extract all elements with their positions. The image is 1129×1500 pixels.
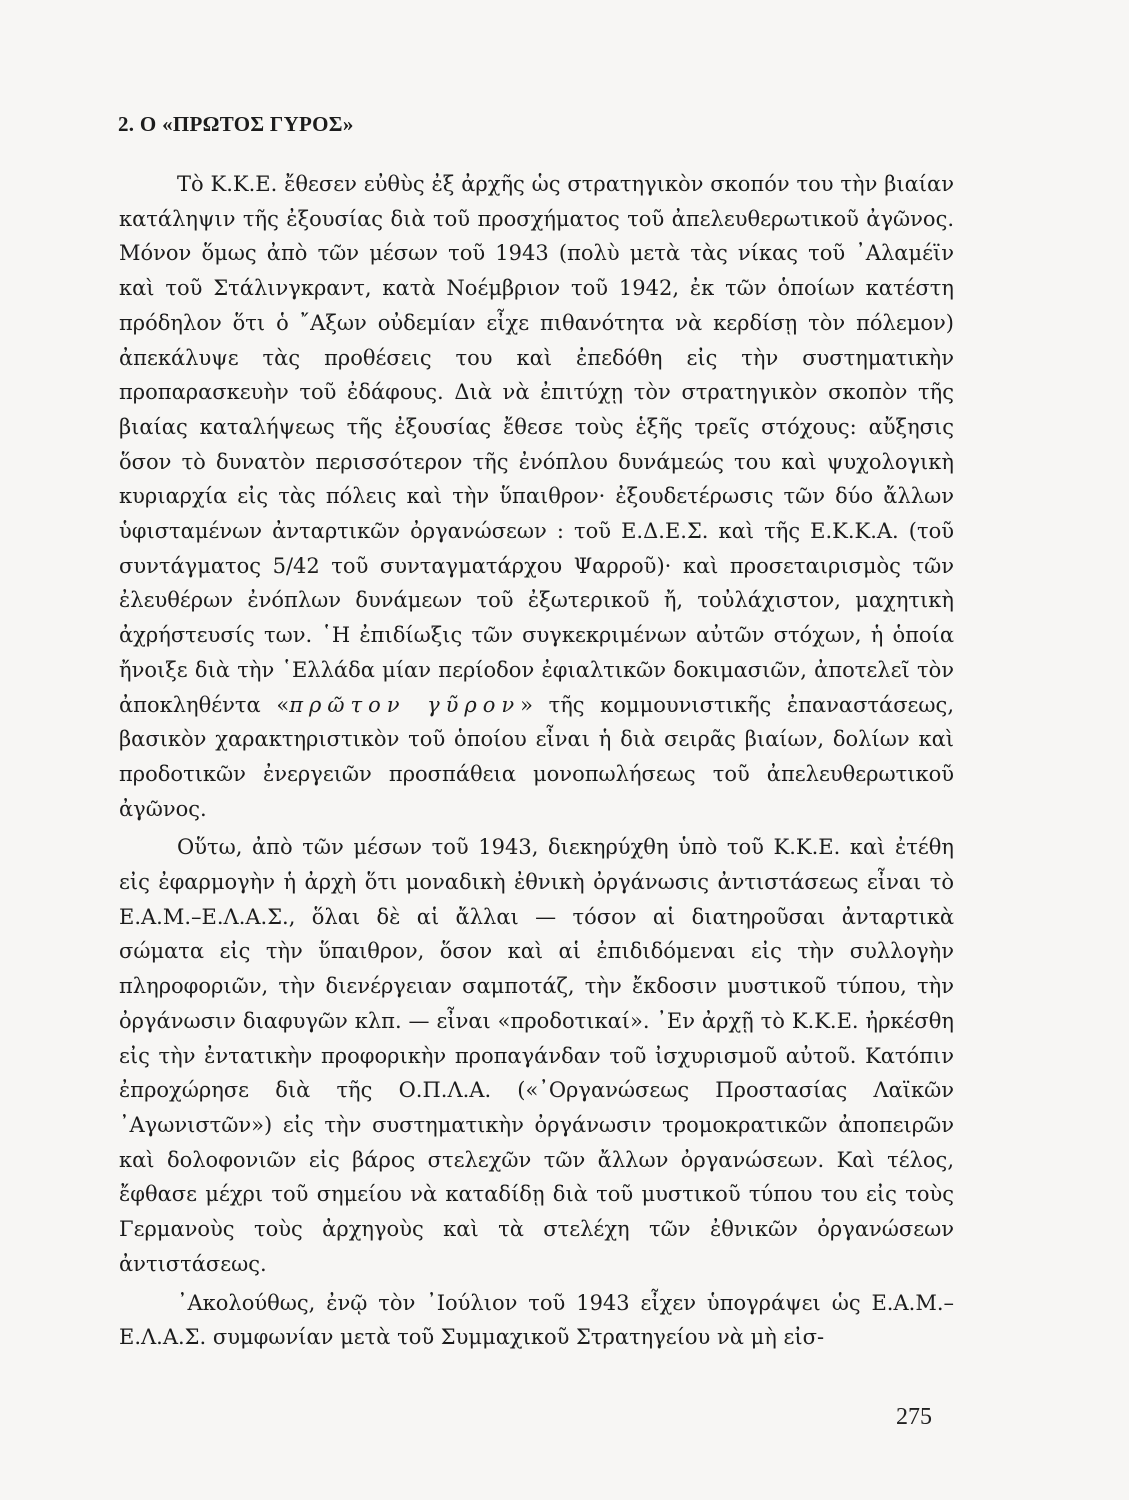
paragraph-1-text-before: Τὸ Κ.Κ.Ε. ἔθεσεν εὐθὺς ἐξ ἀρχῆς ὡς στρατηγικὸν σκοπόν του τὴν βιαίαν κατάληψιν τῆς ἐξουσίας διὰ τοῦ προσχήματος τοῦ ἀπελευθερωτικοῦ ἀγῶνος. Μόνον ὅμως ἀπὸ τῶν μέσων τοῦ 1943 (πολὺ μετὰ τὰς νίκας τοῦ ᾿Αλαμέϊν καὶ τοῦ Στάλινγκραντ, κατὰ Νοέμβριον τοῦ 1942, ἐκ τῶν ὁποίων κατέστη πρόδηλον ὅτι ὁ ῎Αξων οὐδεμίαν εἶχε πιθανότητα νὰ κερδίσῃ τὸν πόλεμον) ἀπεκάλυψε τὰς προθέσεις του καὶ ἐπεδόθη εἰς τὴν συστηματικὴν προπαρασκευὴν τοῦ ἐδάφους. Διὰ νὰ ἐπιτύχῃ τὸν στρατηγικὸν σκοπὸν τῆς βιαίας καταλήψεως τῆς ἐξουσίας ἔθεσε τοὺς ἑξῆς τρεῖς στόχους: αὔξησις ὅσον τὸ δυνατὸν περισσότερον τῆς ἐνόπλου δυνάμεώς του καὶ ψυχολογικὴ κυριαρχία εἰς τὰς πόλεις καὶ τὴν ὕπαιθρον· ἐξουδετέρωσις τῶν δύο ἄλλων ὑφισταμένων ἀνταρτικῶν ὀργανώσεων : τοῦ Ε.Δ.Ε.Σ. καὶ τῆς Ε.Κ.Κ.Α. (τοῦ συντάγματος 5/42 τοῦ συνταγματάρχου Ψαρροῦ)· καὶ προσεταιρισμὸς τῶν ἐλευθέρων ἐνόπλων δυνάμεων τοῦ ἐξωτερικοῦ ἤ, τοὐλάχιστον, μαχητικὴ ἀχρήστευσίς των. ῾Η ἐπιδίωξις τῶν συγκεκριμένων αὐτῶν στόχων, ἡ ὁποία ἤνοιξε διὰ τὴν ῾Ελλάδα μίαν περίοδον ἐφιαλτικῶν δοκιμασιῶν, ἀποτελεῖ τὸν ἀποκληθέντα « (119, 172, 954, 717)
paragraph-3: ᾿Ακολούθως, ἐνῷ τὸν ᾿Ιούλιον τοῦ 1943 εἶχεν ὑπογράψει ὡς Ε.Α.Μ.–Ε.Λ.Α.Σ. συμφωνίαν μετὰ τοῦ Συμμαχικοῦ Στρατηγείου νὰ μὴ εἰσ- (119, 1290, 954, 1350)
paragraph-1 (119, 167, 954, 826)
book-page (96, 112, 954, 1359)
page-number: 275 (896, 1404, 932, 1430)
paragraph-2: Οὕτω, ἀπὸ τῶν μέσων τοῦ 1943, διεκηρύχθη ὑπὸ τοῦ Κ.Κ.Ε. καὶ ἐτέθη εἰς ἐφαρμογὴν ἡ ἀρχὴ ὅτι μοναδικὴ ἐθνικὴ ὀργάνωσις ἀντιστάσεως εἶναι τὸ Ε.Α.Μ.–Ε.Λ.Α.Σ., ὅλαι δὲ αἱ ἄλλαι — τόσον αἱ διατηροῦσαι ἀνταρτικὰ σώματα εἰς τὴν ὕπαιθρον, ὅσον καὶ αἱ ἐπιδιδόμεναι εἰς τὴν συλλογὴν πληροφοριῶν, τὴν διενέργειαν σαμποτάζ, τὴν ἔκδοσιν μυστικοῦ τύπου, τὴν ὀργάνωσιν διαφυγῶν κλπ. — εἶναι «προδοτικαί». ᾿Εν ἀρχῇ τὸ Κ.Κ.Ε. ἠρκέσθη εἰς τὴν ἐντατικὴν προφορικὴν προπαγάνδαν τοῦ ἰσχυρισμοῦ αὐτοῦ. Κατόπιν ἐπροχώρησε διὰ τῆς Ο.Π.Λ.Α. («᾿Οργανώσεως Προστασίας Λαϊκῶν ᾿Αγωνιστῶν») εἰς τὴν συστηματικὴν ὀργάνωσιν τρομοκρατικῶν ἀποπειρῶν καὶ δολοφονιῶν εἰς βάρος στελεχῶν τῶν ἄλλων ὀργανώσεων. Καὶ τέλος, ἔφθασε μέχρι τοῦ σημείου νὰ καταδίδῃ διὰ τοῦ μυστικοῦ τύπου του εἰς τοὺς Γερμανοὺς τοὺς ἀρχηγοὺς καὶ τὰ στελέχη τῶν ἐθνικῶν ὀργανώσεων ἀντιστάσεως. (119, 835, 954, 1276)
paragraph-1-text-after: » τῆς κομμουνιστικῆς ἐπαναστάσεως, βασικὸν χαρακτηριστικὸν τοῦ ὁποίου εἶναι ἡ διὰ σειρᾶς βιαίων, δολίων καὶ προδοτικῶν ἐνεργειῶν προσπάθεια μονοπωλήσεως τοῦ ἀπελευθερωτικοῦ ἀγῶνος. (119, 692, 954, 821)
paragraph-1-spaced-term: πρῶτον γῦρον (289, 692, 521, 717)
section-heading: 2. Ο «ΠΡΩΤΟΣ ΓΥΡΟΣ» (118, 112, 354, 136)
